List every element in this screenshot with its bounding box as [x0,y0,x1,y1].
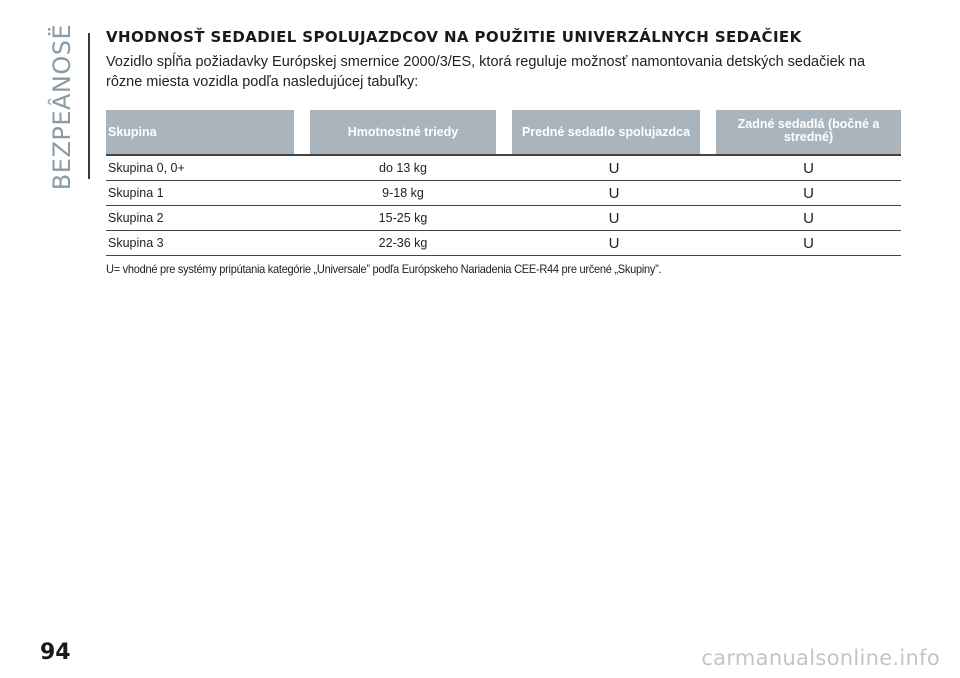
table-row [106,231,901,256]
cell-rear: U [716,181,901,206]
header-gap [700,110,716,156]
table-row [106,156,901,181]
table-footnote: U= vhodné pre systémy pripútania kategórie „Universale” podľa Európskeho Nariadenia CEE-R44 pre určené „Skupiny”. [106,262,662,276]
page-content [106,30,902,276]
section-title: VHODNOSŤ SEDADIEL SPOLUJAZDCOV NA POUŽITIE UNIVERZÁLNYCH SEDAČIEK [106,28,802,46]
header-gap [294,110,310,156]
cell-group: Skupina 2 [106,206,294,231]
header-front-seat: Predné sedadlo spolujazdca [512,110,700,156]
cell-front: U [512,231,716,256]
table-row [106,181,901,206]
header-gap [496,110,512,156]
cell-weight: do 13 kg [294,156,512,181]
table-row [106,206,901,231]
cell-weight: 15-25 kg [294,206,512,231]
seat-compatibility-table [106,110,901,256]
table-header-row [106,110,901,156]
cell-rear: U [716,206,901,231]
header-group: Skupina [106,110,294,156]
cell-front: U [512,156,716,181]
section-side-label-text: BEZPEÂNOSË [48,23,76,191]
header-weight-class: Hmotnostné triedy [310,110,496,156]
cell-front: U [512,206,716,231]
cell-weight: 22-36 kg [294,231,512,256]
cell-group: Skupina 3 [106,231,294,256]
section-side-label [34,23,90,191]
cell-group: Skupina 0, 0+ [106,156,294,181]
intro-paragraph: Vozidlo spĺňa požiadavky Európskej smernice 2000/3/ES, ktorá reguluje možnosť namontovania detských sedačiek na rôzne miesta vozidla podľa nasledujúcej tabuľky: [106,54,866,90]
cell-rear: U [716,231,901,256]
header-rear-seats: Zadné sedadlá (bočné a stredné) [716,110,901,156]
cell-group: Skupina 1 [106,181,294,206]
cell-weight: 9-18 kg [294,181,512,206]
cell-rear: U [716,156,901,181]
page-number: 94 [40,640,71,665]
cell-front: U [512,181,716,206]
watermark-text: carmanualsonline.info [701,646,940,670]
side-divider [88,33,90,179]
